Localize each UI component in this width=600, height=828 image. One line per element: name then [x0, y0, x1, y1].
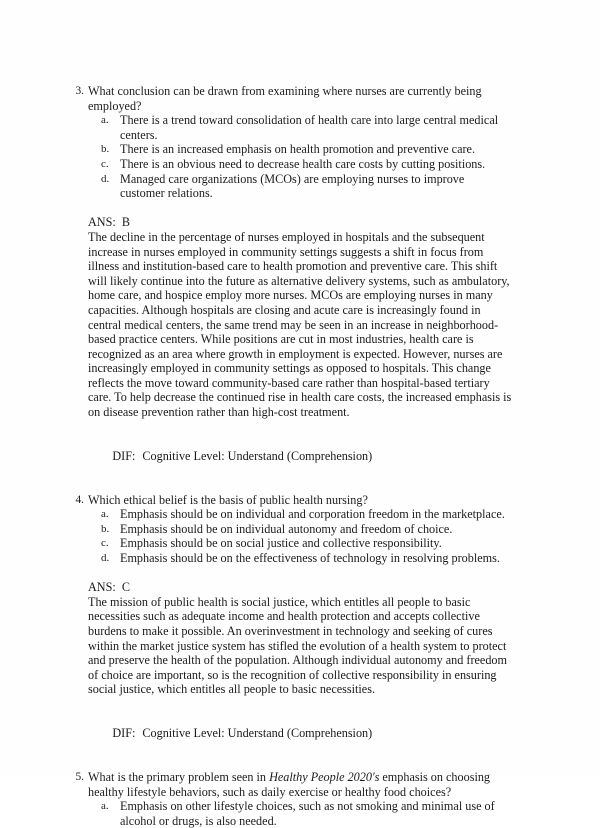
answer-label-4: ANS: C: [88, 580, 130, 595]
option-letter-3-c: c.: [101, 157, 109, 170]
option-text-4-b: Emphasis should be on individual autonomy and freedom of choice.: [120, 521, 453, 536]
option-text-3-c: There is an obvious need to decrease health care costs by cutting positions.: [120, 156, 486, 171]
option-4-b[interactable]: [68, 522, 512, 537]
option-4-c[interactable]: [68, 536, 512, 551]
question-stem-3: What conclusion can be drawn from examining where nurses are currently being employed?: [88, 84, 482, 113]
dif-row-4: [68, 712, 512, 756]
option-text-3-d: Managed care organizations (MCOs) are employing nurses to improve customer relations.: [120, 171, 465, 201]
option-letter-5-a: a.: [101, 800, 109, 813]
option-text-5-a: Emphasis on other lifestyle choices, such as not smoking and minimal use of alcohol or drugs, is also needed.: [120, 799, 495, 828]
option-3-b[interactable]: [68, 142, 512, 157]
option-letter-4-d: d.: [101, 552, 110, 564]
option-letter-3-a: a.: [101, 114, 109, 127]
question-block-3: [68, 84, 512, 478]
option-text-3-a: There is a trend toward consolidation of health care into large central medical centers.: [120, 113, 499, 142]
options-list-5: [68, 799, 512, 828]
option-letter-3-b: b.: [101, 143, 110, 156]
option-text-3-b: There is an increased emphasis on health promotion and preventive care.: [120, 142, 475, 157]
answer-label-3: ANS: B: [88, 215, 130, 230]
option-5-a[interactable]: [68, 799, 512, 828]
option-text-4-c: Emphasis should be on social justice and collective responsibility.: [120, 536, 442, 551]
option-letter-3-d: d.: [101, 172, 110, 185]
option-letter-4-a: a.: [101, 508, 109, 521]
dif-key-4: DIF:: [112, 726, 136, 741]
question-stem-row-5: [68, 770, 512, 799]
question-stem-5: [88, 770, 512, 799]
page-content: [68, 84, 512, 828]
question-stem-5-part2: emphasis on choosing healthy lifestyle behaviors, such as daily exercise or healthy food choices?: [88, 769, 491, 799]
question-number-5: 5.: [75, 770, 84, 783]
question-number-4: 4.: [75, 493, 84, 506]
dif-key-3: DIF:: [112, 448, 136, 463]
option-text-4-a: Emphasis should be on individual and corporation freedom in the marketplace.: [120, 507, 505, 522]
question-stem-4: Which ethical belief is the basis of public health nursing?: [88, 492, 368, 507]
question-block-5: [68, 770, 512, 828]
options-list-3: [68, 113, 512, 201]
question-stem-5-part1: What is the primary problem seen in: [88, 769, 270, 784]
option-3-c[interactable]: [68, 157, 512, 172]
question-block-4: [68, 493, 512, 756]
dif-value-3: Cognitive Level: Understand (Comprehension): [142, 448, 373, 463]
rationale-3: The decline in the percentage of nurses employed in hospitals and the subsequent increase in nurses employed in community settings suggests a shift in focus from illness and institution-based care to health promotion and preventive care. This shift will likely continue into the future as alternative delivery systems, such as ambulatory, home care, and hospice employ more nurses. MCOs are employing nurses in many capacities. Although hospitals are closing and acute care is increasingly found in central medical centers, the same trend may be seen in an increase in neighborhood-based practice centers. While positions are cut in most industries, health care is recognized as an area where growth in employment is expected. However, nurses are increasingly employed in community settings as opposed to hospitals. This change reflects the move toward community-based care rather than hospital-based tertiary care. To help decrease the continued rise in health care costs, the increased emphasis is on disease prevention rather than high-cost treatment.: [88, 229, 512, 420]
block-spacer-1: [68, 478, 512, 493]
option-4-d[interactable]: [68, 551, 512, 566]
rationale-4: The mission of public health is social justice, which entitles all people to basic necessities such as adequate income and health protection and accepts collective burdens to make it possible. An overinvestment in technology and seeking of cures within the market justice system has stifled the evolution of a health system to protect and preserve the health of the population. Although individual autonomy and freedom of choice are important, so is the recognition of collective responsibility in ensuring social justice, which entitles all people to basic necessities.: [88, 594, 508, 697]
block-spacer-2: [68, 755, 512, 770]
option-text-4-d: Emphasis should be on the effectiveness of technology in resolving problems.: [120, 551, 500, 565]
option-letter-4-c: c.: [101, 537, 109, 550]
answer-block-3: [68, 215, 512, 419]
dif-value-4: Cognitive Level: Understand (Comprehension): [142, 726, 373, 741]
option-3-d[interactable]: [68, 172, 512, 201]
option-4-a[interactable]: [68, 507, 512, 522]
question-stem-row-4: [68, 493, 512, 508]
question-number-3: 3.: [75, 85, 84, 97]
option-3-a[interactable]: [68, 113, 512, 142]
answer-block-4: [68, 580, 512, 697]
options-list-4: [68, 507, 512, 565]
question-stem-5-italic-title: Healthy People 2020's: [269, 769, 380, 784]
dif-row-3: [68, 434, 512, 478]
option-letter-4-b: b.: [101, 522, 110, 535]
question-stem-row-3: [68, 84, 512, 113]
